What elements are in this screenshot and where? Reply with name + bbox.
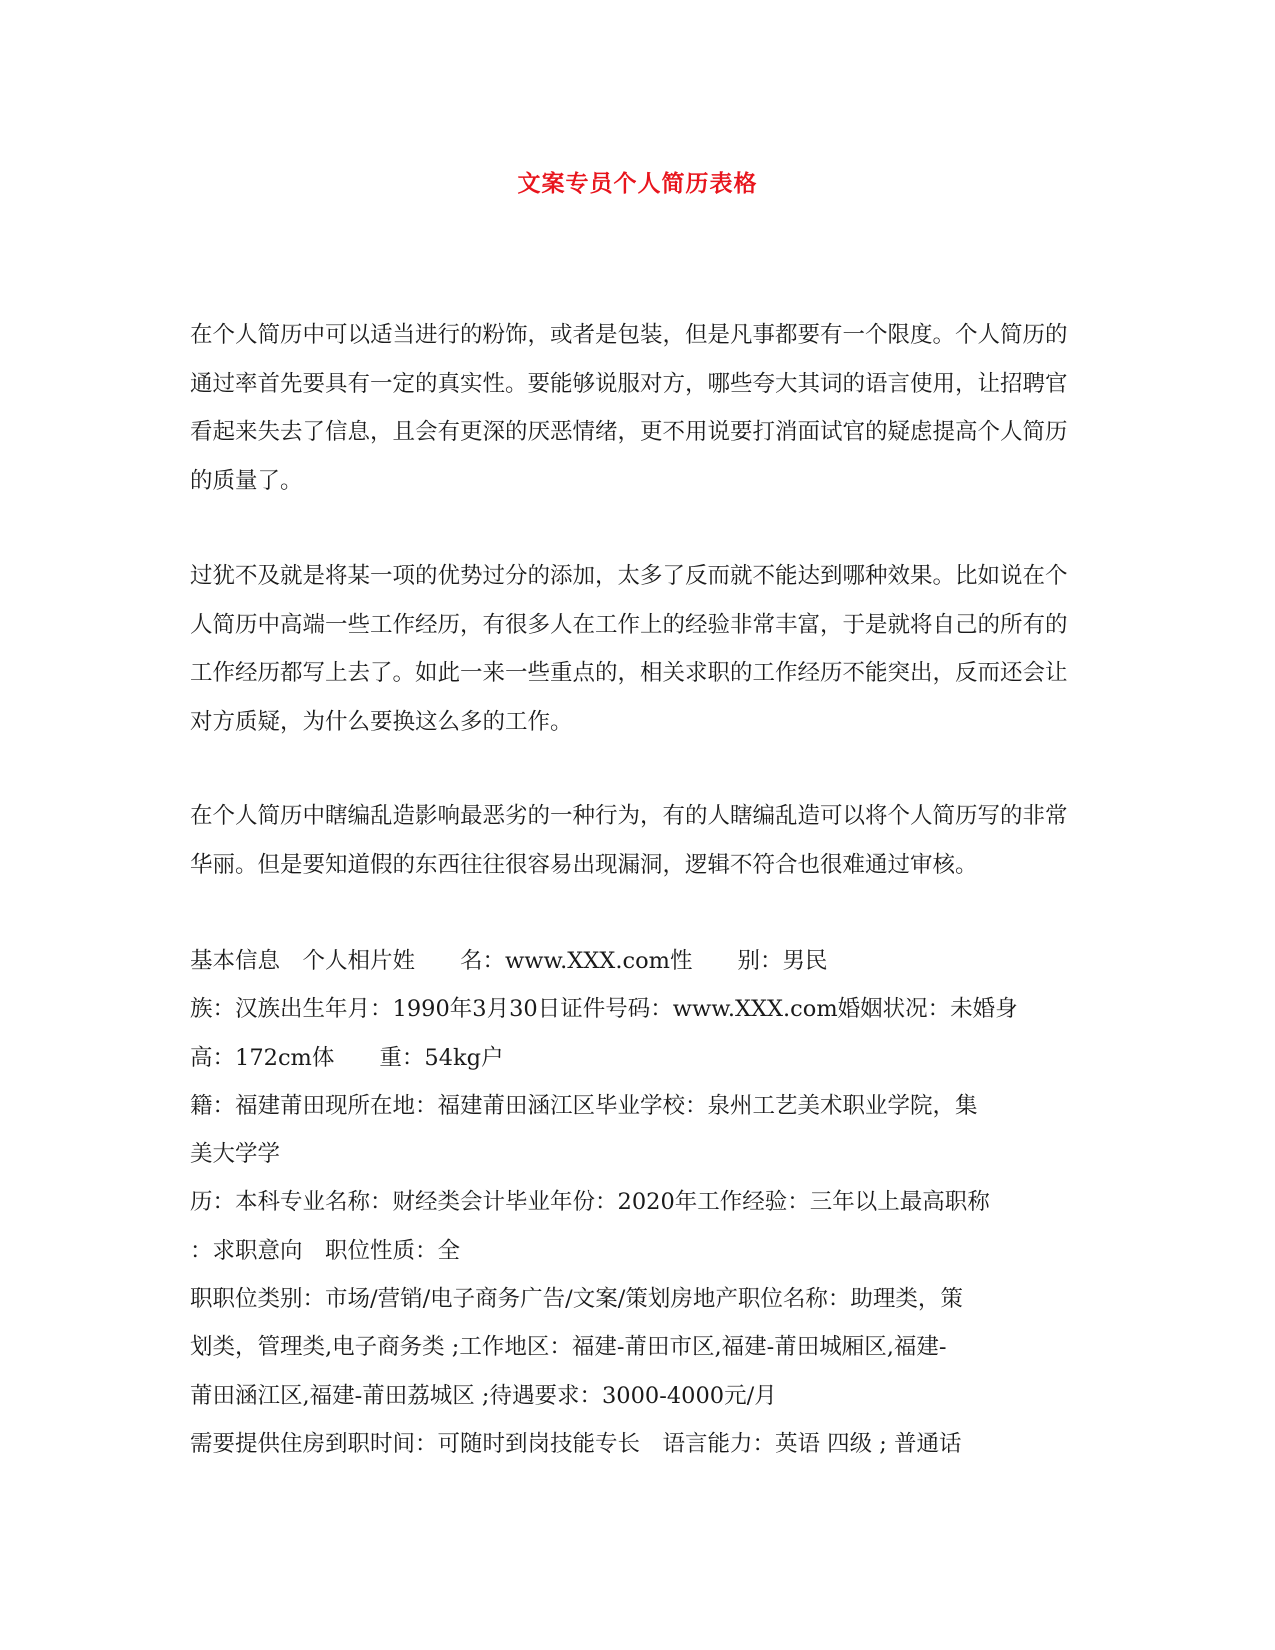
- info-line: 美大学学: [190, 1141, 281, 1168]
- info-line: 高：172cm体 重：54kg户: [190, 1044, 504, 1071]
- info-line: 莆田涵江区,福建-莆田荔城区 ;待遇要求：3000-4000元/月: [190, 1382, 777, 1409]
- info-line: 族：汉族出生年月：1990年3月30日证件号码：www.XXX.com婚姻状况：未婚身: [190, 996, 1018, 1023]
- info-line: 籍：福建莆田现所在地：福建莆田涵江区毕业学校：泉州工艺美术职业学院，集: [190, 1092, 978, 1119]
- paragraph-3: 在个人简历中瞎编乱造影响最恶劣的一种行为，有的人瞎编乱造可以将个人简历写的非常华丽。但是要知道假的东西往往很容易出现漏洞，逻辑不符合也很难通过审核。: [190, 803, 1068, 878]
- document-title: 文案专员个人简历表格: [517, 170, 758, 197]
- info-line: 职职位类别：市场/营销/电子商务广告/文案/策划房地产职位名称：助理类，策: [190, 1286, 963, 1313]
- info-line: 历：本科专业名称：财经类会计毕业年份：2020年工作经验：三年以上最高职称: [190, 1189, 990, 1216]
- info-line: 需要提供住房到职时间：可随时到岗技能专长 语言能力：英语 四级 ; 普通话: [190, 1430, 962, 1457]
- paragraph-1: 在个人简历中可以适当进行的粉饰，或者是包装，但是凡事都要有一个限度。个人简历的通过率首先要具有一定的真实性。要能够说服对方，哪些夸大其词的语言使用，让招聘官看起来失去了信息，且会有更深的厌恶情绪，更不用说要打消面试官的疑虑提高个人简历的质量了。: [190, 322, 1068, 494]
- info-line: 基本信息 个人相片姓 名：www.XXX.com性 别：男民: [190, 948, 828, 974]
- info-line: 划类，管理类,电子商务类 ;工作地区：福建-莆田市区,福建-莆田城厢区,福建-: [190, 1334, 947, 1361]
- paragraph-2: 过犹不及就是将某一项的优势过分的添加，太多了反而就不能达到哪种效果。比如说在个人简历中高端一些工作经历，有很多人在工作上的经验非常丰富，于是就将自己的所有的工作经历都写上去了。如此一来一些重点的，相关求职的工作经历不能突出，反而还会让对方质疑，为什么要换这么多的工作。: [190, 563, 1068, 735]
- info-line: ：求职意向 职位性质：全: [190, 1237, 461, 1264]
- resume-info-block: [190, 937, 1070, 1468]
